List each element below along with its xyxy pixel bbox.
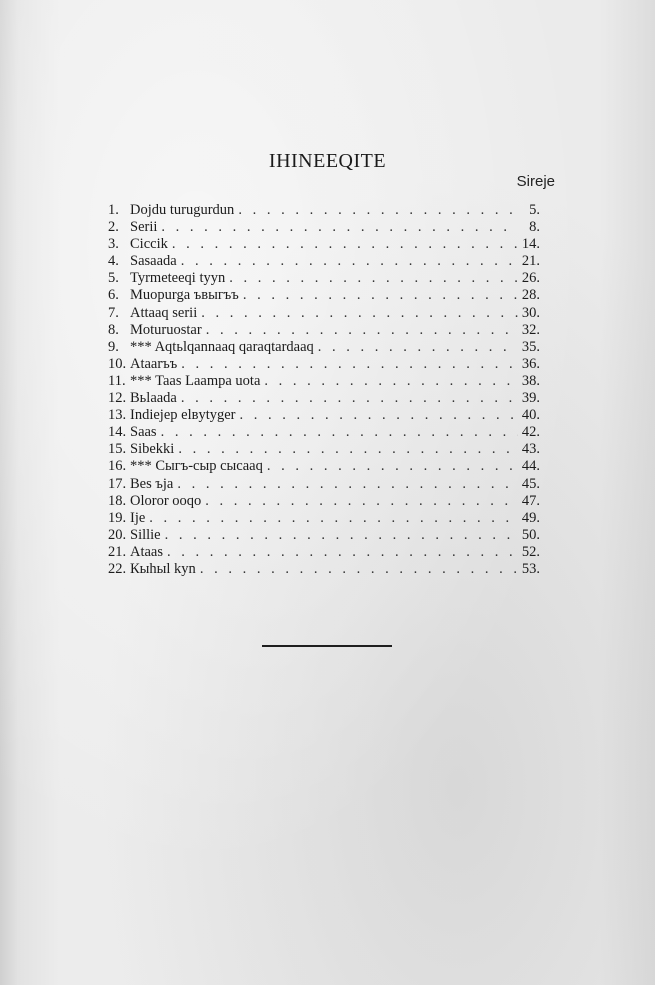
entry-page-number: 14.	[521, 236, 540, 253]
dot-leader	[161, 219, 518, 236]
dot-leader	[172, 236, 518, 253]
entry-page-number: 8.	[529, 219, 540, 236]
entry-page-number: 45.	[521, 475, 540, 492]
toc-entry	[108, 510, 540, 527]
toc-entry	[108, 356, 540, 373]
entry-title: Dojdu turugurdun	[130, 202, 235, 218]
toc-entry	[108, 202, 540, 219]
toc-entry	[108, 236, 540, 253]
entry-number: 9.	[108, 338, 119, 355]
toc-entry	[108, 527, 540, 544]
dot-leader	[165, 527, 518, 544]
entry-page-number: 40.	[521, 407, 540, 424]
dot-leader	[181, 356, 518, 373]
toc-entry	[108, 424, 540, 441]
entry-title: Saas	[130, 424, 157, 441]
dot-leader	[177, 476, 518, 493]
entry-title: Moturuostar	[130, 321, 202, 338]
entry-number: 16.	[108, 458, 127, 475]
entry-number: 8.	[108, 321, 119, 338]
dot-leader	[264, 373, 518, 390]
page-title: IHINEEQITE	[268, 150, 387, 172]
entry-page-number: 35.	[521, 338, 540, 355]
toc-entry	[108, 219, 540, 236]
table-of-contents	[108, 202, 540, 578]
dot-leader	[167, 544, 518, 561]
entry-page-number: 36.	[521, 355, 540, 372]
entry-number: 13.	[108, 407, 127, 424]
entry-number: 1.	[108, 202, 119, 218]
dot-leader	[181, 390, 518, 407]
entry-number: 5.	[108, 270, 119, 287]
entry-page-number: 32.	[521, 321, 540, 338]
entry-title: *** Taas Laampa uota	[130, 372, 261, 389]
entry-number: 20.	[108, 526, 127, 543]
entry-title: Ije	[130, 509, 146, 526]
entry-number: 6.	[108, 287, 119, 304]
toc-entry	[108, 305, 540, 322]
entry-number: 7.	[108, 304, 119, 321]
page-column-header: Sireje	[516, 173, 555, 190]
entry-number: 3.	[108, 236, 119, 253]
toc-entry	[108, 390, 540, 407]
entry-title: Sasaada	[130, 253, 177, 270]
entry-page-number: 39.	[521, 390, 540, 407]
entry-title: Indiejep elвytyger	[130, 407, 236, 424]
entry-page-number: 49.	[521, 509, 540, 526]
entry-page-number: 47.	[521, 492, 540, 509]
entry-page-number: 5.	[529, 202, 540, 218]
bleed-through-text	[0, 600, 655, 616]
entry-number: 14.	[108, 424, 127, 441]
toc-entry	[108, 287, 540, 304]
entry-page-number: 28.	[521, 287, 540, 304]
entry-number: 4.	[108, 253, 119, 270]
entry-title: Oloror ooqo	[130, 492, 202, 509]
toc-entry	[108, 493, 540, 510]
toc-entry	[108, 407, 540, 424]
entry-title: Ciccik	[130, 236, 168, 253]
entry-number: 12.	[108, 390, 127, 407]
entry-title: Ataas	[130, 543, 164, 560]
dot-leader	[267, 458, 518, 475]
dot-leader	[318, 339, 518, 356]
entry-page-number: 53.	[521, 560, 540, 577]
entry-page-number: 21.	[521, 253, 540, 270]
toc-entry	[108, 476, 540, 493]
entry-title: Sillie	[130, 526, 161, 543]
entry-title: Muopurga ъвыгъъ	[130, 287, 239, 304]
dot-leader	[243, 287, 518, 304]
toc-entry	[108, 561, 540, 578]
entry-title: *** Сыгъ-сыр сысaaq	[130, 458, 263, 475]
toc-entry	[108, 339, 540, 356]
entry-number: 15.	[108, 441, 127, 458]
entry-title: Tyrmeteeqi tyyn	[130, 270, 226, 287]
entry-page-number: 38.	[521, 372, 540, 389]
dot-leader	[161, 424, 518, 441]
toc-entry	[108, 441, 540, 458]
entry-number: 19.	[108, 509, 127, 526]
dot-leader	[200, 561, 518, 578]
dot-leader	[181, 253, 518, 270]
toc-entry	[108, 373, 540, 390]
entry-number: 18.	[108, 492, 127, 509]
entry-number: 17.	[108, 475, 127, 492]
entry-number: 11.	[108, 372, 126, 389]
entry-title: Ataarъъ	[130, 355, 178, 372]
entry-number: 10.	[108, 355, 127, 372]
toc-entry	[108, 253, 540, 270]
entry-number: 2.	[108, 219, 119, 236]
entry-title: *** Aqtьlqannaaq qaraqtardaaq	[130, 338, 314, 355]
entry-page-number: 26.	[521, 270, 540, 287]
dot-leader	[240, 407, 519, 424]
entry-page-number: 30.	[521, 304, 540, 321]
toc-entry	[108, 544, 540, 561]
entry-title: Serii	[130, 219, 158, 236]
entry-page-number: 44.	[521, 458, 540, 475]
entry-number: 21.	[108, 543, 127, 560]
toc-entry	[108, 322, 540, 339]
entry-title: Кыhыl kyn	[130, 560, 196, 577]
entry-page-number: 43.	[521, 441, 540, 458]
entry-page-number: 52.	[521, 543, 540, 560]
entry-page-number: 50.	[521, 526, 540, 543]
entry-title: Attaaq serii	[130, 304, 198, 321]
dot-leader	[201, 305, 518, 322]
dot-leader	[178, 441, 518, 458]
entry-title: Bes ъja	[130, 475, 174, 492]
dot-leader	[149, 510, 518, 527]
dot-leader	[205, 493, 518, 510]
entry-title: Вьlaada	[130, 390, 177, 407]
dot-leader	[229, 270, 518, 287]
divider-rule	[262, 645, 392, 647]
dot-leader	[238, 202, 518, 219]
toc-entry	[108, 458, 540, 475]
dot-leader	[206, 322, 518, 339]
entry-page-number: 42.	[521, 424, 540, 441]
entry-number: 22.	[108, 560, 127, 577]
entry-title: Sibekki	[130, 441, 175, 458]
toc-entry	[108, 270, 540, 287]
